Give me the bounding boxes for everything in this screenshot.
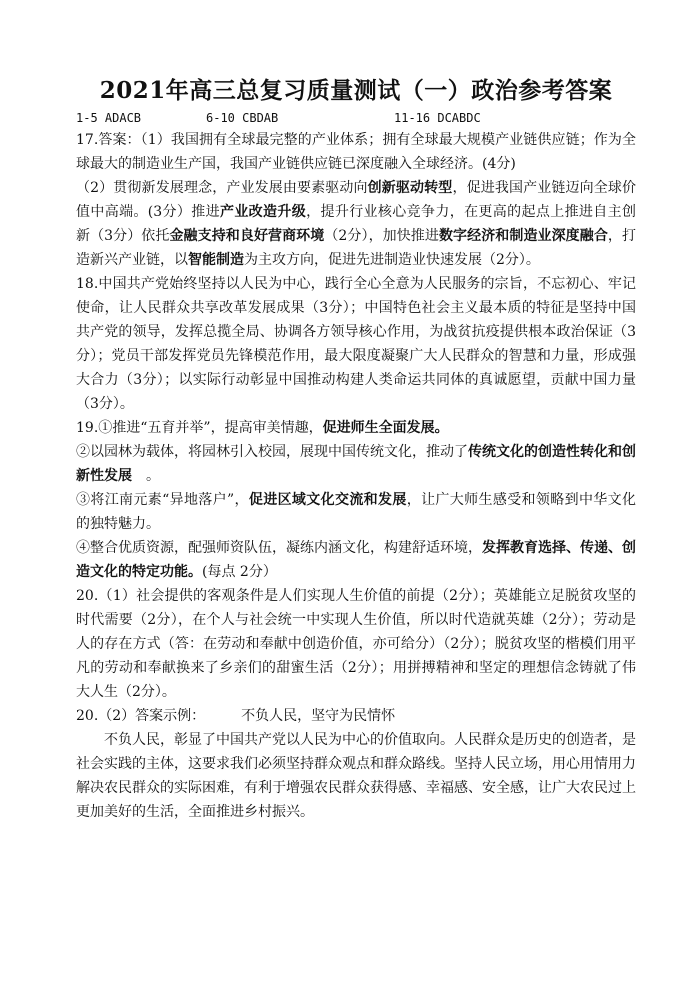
q18-answer: 18.中国共产党始终坚持以人民为中心，践行全心全意为人民服务的宗旨，不忘初心、牢记使命，让人民群众共享改革发展成果（3分）；中国特色社会主义最本质的特征是坚持中国共产党的领导，发挥总揽全局、协调各方领导核心作用，为战贫抗疫提供根本政治保证（3分）；党员干部发挥党员先锋模范作用，最大限度凝聚广大人民群众的智慧和力量，形成强大合力（3分）；以实际行动彰显中国推动构建人类命运共同体的真诚愿望，贡献中国力量（3分）。 bbox=[76, 276, 636, 412]
multiple-choice-answers bbox=[76, 108, 636, 128]
mc-answers-11-16: 11-16 DCABDC bbox=[394, 111, 481, 125]
q19-point2: ②以园林为载体，将园林引入校园，展现中国传统文化，推动了传统文化的创造性转化和创新性发展 。 bbox=[76, 444, 636, 484]
q17-part2: （2）贯彻新发展理念，产业发展由要素驱动向创新驱动转型，促进我国产业链迈向全球价值中高端。(3分）推进产业改造升级，提升行业核心竞争力，在更高的起点上推进自主创新（3分）依托金融支持和良好营商环境（2分），加快推进数字经济和制造业深度融合，打造新兴产业链，以智能制造为主攻方向，促进先进制造业快速发展（2分）。 bbox=[76, 180, 637, 268]
q17-part1: 17.答案：（1）我国拥有全球最完整的产业体系；拥有全球最大规模产业链供应链；作为全球最大的制造业生产国，我国产业链供应链已深度融入全球经济。(4分) bbox=[76, 132, 636, 172]
answer-document bbox=[76, 76, 636, 824]
q19-point1: 19.①推进“五育并举”，提高审美情趣，促进师生全面发展。 bbox=[76, 420, 449, 436]
mc-answers-6-10: 6-10 CBDAB bbox=[206, 111, 279, 125]
q20-part2-heading: 20.（2）答案示例： 不负人民，坚守为民情怀 bbox=[76, 708, 396, 724]
document-title: 2021年高三总复习质量测试（一）政治参考答案 bbox=[99, 77, 613, 104]
mc-answers-1-5: 1-5 ADACB bbox=[76, 111, 142, 125]
q20-part1: 20.（1）社会提供的客观条件是人们实现人生价值的前提（2分）；英雄能立足脱贫攻坚的时代需要（2分），在个人与社会统一中实现人生价值，所以时代造就英雄（2分）；劳动是人的存在方式（答：在劳动和奉献中创造价值，亦可给分）（2分）；脱贫攻坚的楷模们用平凡的劳动和奉献换来了乡亲们的甜蜜生活（2分）；用拼搏精神和坚定的理想信念铸就了伟大人生（2分）。 bbox=[76, 588, 636, 700]
q20-part2-example: 不负人民，彰显了中国共产党以人民为中心的价值取向。人民群众是历史的创造者，是社会实践的主体，这要求我们必须坚持群众观点和群众路线。坚持人民立场，用心用情用力解决农民群众的实际困难，有利于增强农民群众获得感、幸福感、安全感，让广大农民过上更加美好的生活，全面推进乡村振兴。 bbox=[76, 732, 636, 820]
q19-point4: ④整合优质资源，配强师资队伍，凝练内涵文化，构建舒适环境，发挥教育选择、传递、创造文化的特定功能。(每点 2分） bbox=[76, 540, 636, 580]
q19-point3: ③将江南元素“异地落户”，促进区域文化交流和发展，让广大师生感受和领略到中华文化的独特魅力。 bbox=[76, 492, 636, 532]
